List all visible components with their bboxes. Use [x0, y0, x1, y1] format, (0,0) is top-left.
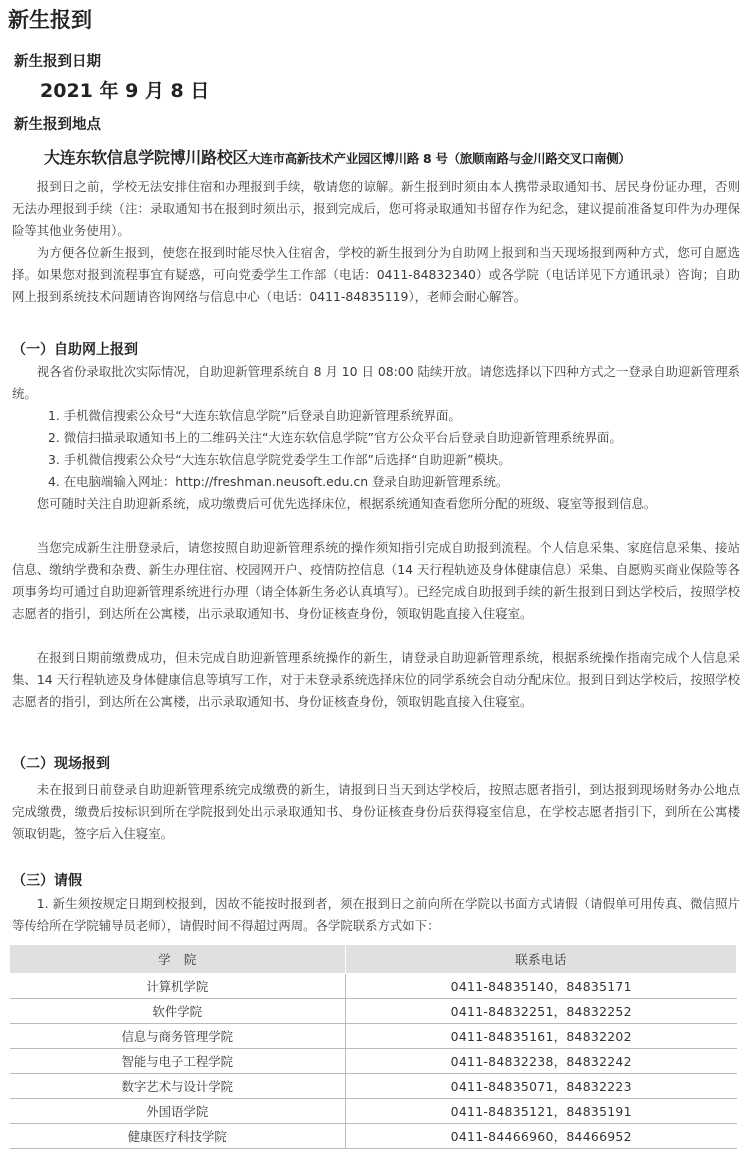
phone-cell: 0411-84835071，84832223: [346, 1074, 737, 1099]
section3-paragraph: 1. 新生须按规定日期到校报到，因故不能按时报到者，须在报到日之前向所在学院以书面方式请假（请假单可用传真、微信照片等传给所在学院辅导员老师），请假时间不得超过两周。各学院联系方式如下：: [12, 896, 740, 933]
place-address: 大连市高新技术产业园区博川路 8 号（旅顺南路与金川路交叉口南侧）: [248, 151, 631, 166]
date-value: 2021 年 9 月 8 日: [40, 80, 210, 102]
college-cell: 外国语学院: [10, 1099, 346, 1124]
table-row: [10, 1049, 737, 1074]
place-heading: 新生报到地点: [14, 117, 101, 133]
section1-item-2: 2. 微信扫描录取通知书上的二维码关注“大连东软信息学院”官方公众平台后登录自助迎新管理系统界面。: [48, 430, 622, 445]
table-row: [10, 1074, 737, 1099]
place-name: 大连东软信息学院博川路校区: [44, 148, 249, 167]
section1-item-1: 1. 手机微信搜索公众号“大连东软信息学院”后登录自助迎新管理系统界面。: [48, 408, 461, 423]
table-row: [10, 1024, 737, 1049]
section1-paragraph-2: 当您完成新生注册登录后，请您按照自助迎新管理系统的操作须知指引完成自助报到流程。个人信息采集、家庭信息采集、接站信息、缴纳学费和杂费、新生办理住宿、校园网开户、疫情防控信息（14 天行程轨迹及身体健康信息）采集、自愿购买商业保险等各项事务均可通过自助迎新管理系统进行办理（请全体新生务必认真填写）。已经完成自助报到手续的新生报到日到达学校后，按照学校志愿者的指引，到达所在公寓楼，出示录取通知书、身份证核查身份，领取钥匙直接入住寝室。: [12, 540, 740, 621]
table-row: [10, 999, 737, 1024]
college-cell: 软件学院: [10, 999, 346, 1024]
section3-heading: （三）请假: [12, 873, 82, 889]
header-college: 学 院: [10, 945, 346, 974]
section1-intro: 视各省份录取批次实际情况，自助迎新管理系统自 8 月 10 日 08:00 陆续开放。请您选择以下四种方式之一登录自助迎新管理系统。: [12, 364, 740, 401]
section2-paragraph: 未在报到日前登录自助迎新管理系统完成缴费的新生，请报到日当天到达学校后，按照志愿者指引，到达报到现场财务办公地点完成缴费，缴费后按标识到所在学院报到处出示录取通知书、身份证核查身份后获得寝室信息，在学校志愿者指引下，到所在公寓楼领取钥匙，签字后入住寝室。: [12, 782, 740, 841]
contacts-table: [9, 944, 737, 1149]
phone-cell: 0411-84832251，84832252: [346, 999, 737, 1024]
college-cell: 计算机学院: [10, 974, 346, 999]
section1-paragraph-3: 在报到日期前缴费成功，但未完成自助迎新管理系统操作的新生，请登录自助迎新管理系统，根据系统操作指南完成个人信息采集、14 天行程轨迹及身体健康信息等填写工作，对于未登录系统选择床位的同学系统会自动分配床位。报到日到达学校后，按照学校志愿者的指引，到达所在公寓楼，出示录取通知书、身份证核查身份，领取钥匙直接入住寝室。: [12, 650, 740, 709]
phone-cell: 0411-84466960，84466952: [346, 1124, 737, 1149]
section2-heading: （二）现场报到: [12, 756, 110, 772]
page-title: 新生报到: [8, 8, 92, 32]
phone-cell: 0411-84835121，84835191: [346, 1099, 737, 1124]
phone-cell: 0411-84832238，84832242: [346, 1049, 737, 1074]
phone-cell: 0411-84835161，84832202: [346, 1024, 737, 1049]
phone-cell: 0411-84835140，84835171: [346, 974, 737, 999]
college-cell: 信息与商务管理学院: [10, 1024, 346, 1049]
section1-item-4: 4. 在电脑端输入网址：http://freshman.neusoft.edu.cn 登录自助迎新管理系统。: [48, 474, 509, 489]
table-row: [10, 1099, 737, 1124]
place-line: [44, 145, 631, 168]
section1-item-3: 3. 手机微信搜索公众号“大连东软信息学院党委学生工作部”后选择“自助迎新”模块。: [48, 452, 511, 467]
college-cell: 健康医疗科技学院: [10, 1124, 346, 1149]
section1-paragraph-1: 您可随时关注自助迎新系统，成功缴费后可优先选择床位，根据系统通知查看您所分配的班级、寝室等报到信息。: [36, 496, 657, 511]
intro-paragraph-2: 为方便各位新生报到，使您在报到时能尽快入住宿舍，学校的新生报到分为自助网上报到和当天现场报到两种方式，您可自愿选择。如果您对报到流程事宜有疑惑，可向党委学生工作部（电话：0411-84832340）或各学院（电话详见下方通讯录）咨询；自助网上报到系统技术问题请咨询网络与信息中心（电话：0411-84835119），老师会耐心解答。: [12, 245, 740, 304]
table-row: [10, 1124, 737, 1149]
intro-paragraph-1: 报到日之前，学校无法安排住宿和办理报到手续，敬请您的谅解。新生报到时须由本人携带录取通知书、居民身份证办理，否则无法办理报到手续（注：录取通知书在报到时须出示，报到完成后，您可将录取通知书留存作为纪念，建议提前准备复印件为办理保险等其他业务使用）。: [12, 179, 740, 238]
table-header-row: [10, 945, 737, 974]
table-row: [10, 974, 737, 999]
section1-heading: （一）自助网上报到: [12, 342, 138, 358]
date-heading: 新生报到日期: [14, 54, 101, 70]
college-cell: 智能与电子工程学院: [10, 1049, 346, 1074]
header-phone: 联系电话: [346, 945, 737, 974]
college-cell: 数字艺术与设计学院: [10, 1074, 346, 1099]
